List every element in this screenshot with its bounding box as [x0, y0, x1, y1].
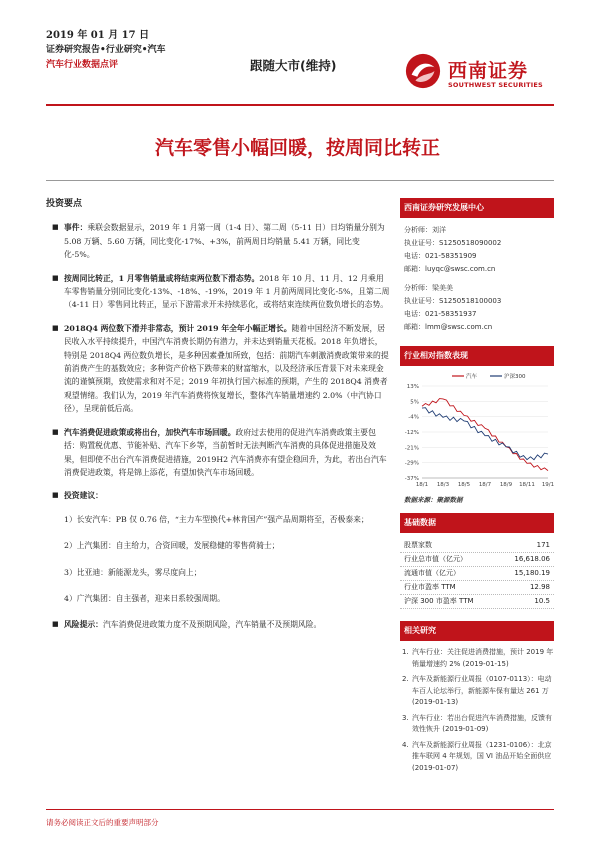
stat-label: 行业市盈率 TTM: [404, 583, 456, 591]
industry-rating: 跟随大市(维持): [250, 58, 337, 73]
x-tick-label: 18/1: [415, 482, 429, 488]
stat-row: [400, 581, 554, 595]
sidebar: [400, 198, 554, 778]
swsc-logo-icon: [404, 52, 442, 90]
risk-lead: 风险提示：: [64, 620, 103, 630]
related-report-item[interactable]: [400, 674, 554, 709]
stat-label: 股票家数: [404, 541, 432, 549]
advice-lead: 投资建议：: [64, 491, 103, 501]
basic-data-title: 基础数据: [400, 513, 554, 533]
related-report-text: 汽车及新能源行业周报（1231-0106）：北京推车联网 4 年规划，国 VI 油品开始全面供应 (2019-01-07): [412, 740, 552, 772]
x-tick-label: 18/9: [499, 482, 513, 488]
forecast-text: 随着中国经济不断发展，居民收入水平持续提升，中国汽车消费长期仍有潜力，并未达到销量天花板。2018 年负增长，特别是 2018Q4 两位数负增长，是多种因素叠加所致，包括：前期汽车刺激消费政策带来的提前消费产生的基数效应；多种资产价格下跌带来的财富缩水，以及经济承压背景下对未来现金流的谨慎预期，致使需求和对不足；2019 年初执行国六标准的预期，产生的 2018Q4 消费者观望情绪。我们认为，2019 年汽车消费将恢复增长，整体汽车销量增速约 2.0%（中汽协口径），呈现前低后高。: [64, 323, 389, 414]
advice-item: 3）比亚迪：新能源龙头，雾尽度向上；: [64, 567, 202, 577]
advice-item: 4）广汽集团：自主强者，迎来日系较强周期。: [64, 593, 225, 603]
analyst-email[interactable]: 邮箱：lmm@swsc.com.cn: [404, 323, 493, 331]
header-divider: [46, 104, 554, 106]
y-tick-label: 13%: [406, 384, 419, 390]
stat-label: 行业总市值（亿元）: [404, 555, 467, 563]
report-title: 汽车零售小幅回暖，按周同比转正: [154, 137, 440, 159]
title-divider: [46, 180, 554, 181]
x-tick-label: 18/11: [519, 482, 535, 488]
chart-source: 数据来源：聚源数据: [404, 496, 463, 504]
related-research-title: 相关研究: [400, 621, 554, 641]
related-report-text: 汽车行业：关注促进消费措施，预计 2019 年销量增速约 2% (2019-01-15): [412, 648, 554, 668]
stat-value: 12.98: [529, 583, 550, 591]
stat-row: [400, 539, 554, 553]
weekly-text: 2018 年 10 月、11 月、12 月乘用车零售销量分别同比变化-13%、-18%、-19%，2019 年 1 月前两周同比变化-5%，且第二周（4-11 日）零售同比转正，显示下游需求开未持续恶化，或将结束连续两位数负增长的态势。: [64, 273, 390, 310]
analyst-cert: 执业证号：S1250518100003: [404, 297, 502, 305]
stat-value: 15,180.19: [514, 569, 550, 577]
related-report-text: 汽车行业：若出台促进汽车消费措施，反馈有效性恢升 (2019-01-09): [412, 713, 552, 733]
policy-paragraph: [46, 426, 390, 480]
analyst-name: 分析师：刘洋: [404, 226, 446, 234]
weekly-paragraph: [46, 272, 390, 312]
weekly-lead: 按周同比转正，1 月零售销量或将结束两位数下滑态势。: [64, 273, 260, 283]
disclaimer-note: 请务必阅读正文后的重要声明部分: [46, 818, 159, 827]
analyst-phone: 电话：021-58351937: [404, 310, 477, 318]
related-report-number: 2.: [402, 675, 409, 683]
y-tick-label: -37%: [404, 476, 419, 482]
risk-text: 汽车消费促进政策力度不及预期风险，汽车销量不及预期风险。: [102, 620, 322, 630]
stat-value: 10.5: [534, 597, 550, 605]
related-report-number: 3.: [402, 713, 409, 722]
y-tick-label: -29%: [404, 460, 419, 467]
stat-row: [400, 595, 554, 609]
related-report-number: 4.: [402, 740, 409, 749]
related-report-item[interactable]: [400, 647, 554, 670]
stat-row: [400, 553, 554, 567]
stat-value: 171: [536, 541, 550, 549]
logo-name-en: SOUTHWEST SECURITIES: [448, 81, 543, 89]
policy-text: 政府过去使用的促进汽车消费政策主要包括：购置税优惠、节能补贴、汽车下乡等，当前暂时无法判断汽车消费的具体促进措施及效果，但即使不出台汽车消费促进措施，2019H2 汽车消费亦有望企稳回升，为此，若出台汽车消费促进政策，将是锦上添花，有望加快汽车市场回暖。: [64, 427, 387, 477]
y-tick-label: -4%: [408, 414, 419, 421]
event-lead: 事件：: [64, 223, 88, 233]
risk-paragraph: [46, 618, 390, 631]
analyst-name: 分析师：梁美美: [404, 284, 453, 292]
advice-paragraph: [46, 489, 390, 502]
report-column: 汽车行业数据点评: [46, 60, 119, 70]
stat-row: [400, 567, 554, 581]
related-report-item[interactable]: [400, 713, 554, 736]
analyst-email[interactable]: 邮箱：luyqc@swsc.com.cn: [404, 265, 496, 273]
y-tick-label: -12%: [404, 430, 419, 436]
advice-item: 1）长安汽车：PB 仅 0.76 倍，“主力车型换代+林肯国产”强产品周期将至，否极泰来；: [64, 514, 369, 524]
stat-value: 16,618.06: [514, 555, 550, 563]
stat-label: 流通市值（亿元）: [404, 569, 460, 577]
series-line: [422, 408, 548, 460]
logo-name-cn: 西南证券: [448, 60, 529, 82]
event-text: 乘联会数据显示，2019 年 1 月第一周（1-4 日）、第二周（5-11 日）日均销量分别为 5.08 万辆、5.60 万辆，同比变化-17%、+3%，前两周日均销量 5.41 万辆，同比变化-5%。: [64, 223, 385, 260]
legend-label: 汽车: [466, 374, 478, 380]
related-report-item[interactable]: [400, 740, 554, 775]
advice-item: 2）上汽集团：自主给力，合资回暖，发展稳健的零售荷骑士；: [64, 541, 280, 551]
x-tick-label: 18/3: [436, 482, 450, 488]
series-line: [422, 399, 548, 471]
forecast-paragraph: [46, 322, 390, 416]
report-date: 2019 年 01 月 17 日: [46, 30, 150, 41]
summary-heading: 投资要点: [46, 199, 83, 209]
analyst-cert: 执业证号：S1250518090002: [404, 239, 502, 247]
forecast-lead: 2018Q4 两位数下滑并非常态，预计 2019 年全年小幅正增长。: [64, 323, 292, 333]
relative-index-chart: [400, 366, 554, 494]
legend-label: 沪深300: [504, 374, 526, 380]
related-report-number: 1.: [402, 648, 409, 656]
y-tick-label: 5%: [410, 399, 419, 406]
analyst-phone: 电话：021-58351909: [404, 252, 477, 260]
event-paragraph: [46, 221, 390, 261]
y-tick-label: -21%: [404, 445, 419, 452]
index-chart-title: 行业相对指数表现: [400, 346, 554, 366]
x-tick-label: 18/7: [478, 482, 492, 488]
research-team-title: 西南证券研究发展中心: [400, 198, 554, 218]
related-research-list: [400, 647, 554, 774]
investment-summary: [46, 198, 390, 642]
policy-lead: 汽车消费促进政策或将出台，加快汽车市场回暖。: [64, 427, 236, 437]
footer-divider: [46, 809, 554, 810]
report-series: 证券研究报告•行业研究•汽车: [46, 45, 166, 55]
x-tick-label: 18/5: [457, 482, 471, 488]
stat-label: 沪深 300 市盈率 TTM: [404, 597, 474, 605]
related-report-text: 汽车及新能源行业周报（0107-0113）：电动车百人论坛举行，新能源车保有量达 261 万 (2019-01-13): [412, 675, 552, 706]
x-tick-label: 19/1: [541, 482, 554, 488]
basic-data-table: [400, 539, 554, 609]
